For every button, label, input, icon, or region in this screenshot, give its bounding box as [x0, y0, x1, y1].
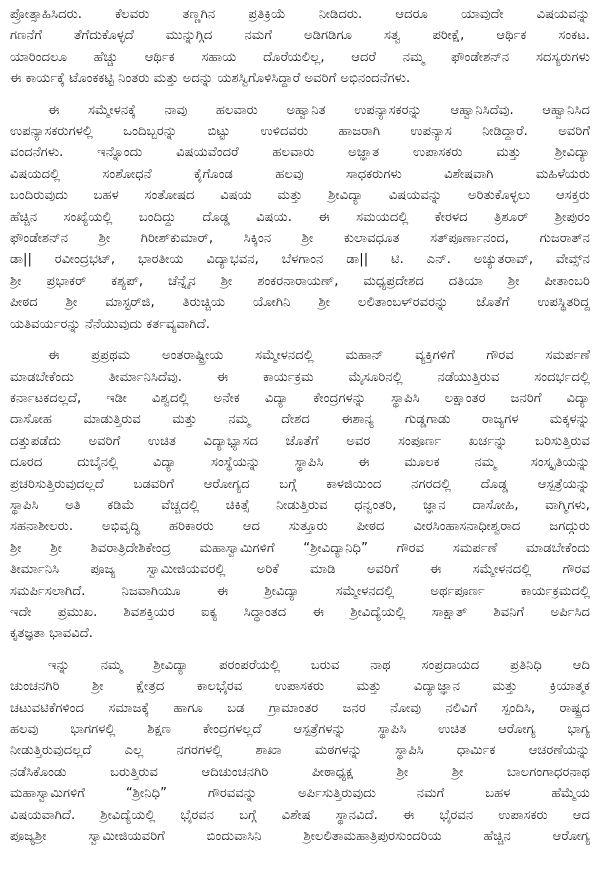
text-line: ಫೌಂಡೇಶನ್‌ನ ಶ್ರೀ ಗಿರೀಶ್‌ಕುಮಾರ್, ಸಿಕ್ಕಿಂನ ಶ್ರೀ ಕುಲಾವಧೂತ ಸತ್‌ಪೂರ್ಣಾನಂದ, ಗುಜರಾತ್‌ನ [10, 231, 590, 247]
text-line: ಪ್ರೋತ್ಸಾಹಿಸಿದರು. ಕೆಲವರು ತಣ್ಣಗಿನ ಪ್ರತಿಕ್ರಿಯೆ ನೀಡಿದರು. ಆದರೂ ಯಾವುದೇ ವಿಷಯವನ್ನು [10, 7, 590, 22]
text-line: ಸಮರ್ಪಿಸಲಾಗಿದೆ. ನಿಜವಾಗಿಯೂ ಈ ಶ್ರೀವಿದ್ಯಾ ಸಮ್ಮೇಳನದಲ್ಲಿ ಅರ್ಥಪೂರ್ಣ ಕಾರ್ಯಕ್ರಮದಲ್ಲಿ [10, 583, 590, 599]
text-line: ಶ್ರೀ ಪ್ರಭಾಕರ್ ಕಶ್ಯಪ್, ಚೆನ್ನೈನ ಶ್ರೀ ಶಂಕರನಾರಾಯಣ್, ಮಧ್ಯಪ್ರದೇಶದ ದತಿಯಾ ಶ್ರೀ ಪೀತಾಂಬರಿ [10, 273, 590, 289]
text-line: ಯಾರಿಂದಲೂ ಹೆಚ್ಚು ಆರ್ಥಿಕ ಸಹಾಯ ದೊರೆಯಲಿಲ್ಲ, ಆದರೆ ನಮ್ಮ ಫೌಂಡೇಶನ್‌ನ ಸದಸ್ಯರುಗಳು [10, 49, 590, 65]
text-line: ವಿಷಯದಲ್ಲಿ ಸಂಶೋಧನೆ ಕೈಗೊಂಡ ಹಲವು ಸಾಧಕರುಗಳು ವಿಶೇಷವಾಗಿ ಮಹಿಳೆಯರು [10, 166, 590, 182]
text-line: ದತ್ತುಪಡೆದು ಅವರಿಗೆ ಉಚಿತ ವಿದ್ಯಾಭ್ಯಾಸದ ಜೊತೆಗೆ ಅವರ ಸಂಪೂರ್ಣ ಖರ್ಚನ್ನು ಬರಿಸುತ್ತಿರುವ [10, 433, 590, 449]
paragraph-3 [10, 345, 590, 645]
text-line: ಯತಿವರ್ಯರನ್ನು ನೆನೆಯುವುದು ಕರ್ತವ್ಯವಾಗಿದೆ. [10, 316, 210, 332]
text-line: ಪೂಜ್ಯಶ್ರೀ ಸ್ವಾಮೀಜಿಯವರಿಗೆ ಬಿಂದುವಾಸಿನಿ ಶ್ರೀಲಲಿತಾಮಹಾತ್ರಿಪುರಸುಂದರಿಯ ಹೆಚ್ಚಿನ ಆರೋಗ್ಯ [10, 829, 590, 845]
text-line: ಸ್ಥಾಪಿಸಿ ಅತಿ ಕಡಿಮೆ ವೆಚ್ಚದಲ್ಲಿ ಚಿಕಿತ್ಸೆ ನೀಡುತ್ತಿರುವ ಧನ್ವಂತರಿ, ಜ್ಞಾನ ದಾಸೋಹಿ, ವಾಗ್ಮಿಗಳು, [10, 497, 590, 513]
text-line: ತೀರ್ಮಾನಿಸಿ ಪೂಜ್ಯ ಸ್ವಾಮೀಜಿಯವರಲ್ಲಿ ಅರಿಕೆ ಮಾಡಿ ಅವರಿಗೆ ಈ ಸಮ್ಮೇಳನದಲ್ಲಿ ಗೌರವ [10, 562, 590, 578]
text-line: ಸಹನಾಶೀಲರು. ಅಭಿವೃದ್ಧಿ ಹರಿಕಾರರು ಆದ ಸುತ್ತೂರು ಪೀಠದ ವೀರಸಿಂಹಾಸನಾಧೀಶ್ವರಾದ ಜಗದ್ಗುರು [10, 519, 590, 535]
text-line: ಮಾಡಬೇಕೆಂದು ತೀರ್ಮಾನಿಸಿದೆವು. ಈ ಕಾರ್ಯಕ್ರಮ ಮೈಸೂರಿನಲ್ಲಿ ನಡೆಯುತ್ತಿರುವ ಸಂದರ್ಭದಲ್ಲಿ [10, 369, 590, 385]
text-line: ಇದೇ ಪ್ರಮುಖ. ಶಿವಶಕ್ತಿಯರ ಐಕ್ಯ ಸಿದ್ಧಾಂತದ ಈ ಶ್ರೀವಿದ್ಯೆಯಲ್ಲಿ ಸಾಕ್ಷಾತ್ ಶಿವನಿಗೆ ಅರ್ಪಿಸಿದ [10, 604, 590, 620]
text-line: ಮಹಾಸ್ವಾಮಿಗಳಿಗೆ “ಶ್ರೀನಿಧಿ” ಗೌರವವನ್ನು ಅರ್ಪಿಸುತ್ತಿರುವುದು ನಮಗೆ ಬಹಳ ಹೆಮ್ಮೆಯ [10, 786, 590, 802]
text-line: ಕರ್ನಾಟಕದಲ್ಲದೆ, ಇಡೀ ವಿಶ್ವದಲ್ಲಿ ಅನೇಕ ವಿದ್ಯಾ ಕೇಂದ್ರಗಳನ್ನು ಸ್ಥಾಪಿಸಿ ಲಕ್ಷಾಂತರ ಜನರಿಗೆ ವಿದ್ಯಾ [10, 390, 590, 406]
text-line: ಚುಂಚನಗಿರಿ ಶ್ರೀ ಕ್ಷೇತ್ರದ ಕಾಲಭೈರವ ಉಪಾಸಕರು ಮತ್ತು ವಿದ್ಯಾಜ್ಞಾನ ಮತ್ತು ಕ್ರಿಯಾತ್ಮಕ [10, 679, 590, 695]
paragraph-2 [10, 100, 590, 335]
paragraph-4 [10, 655, 590, 848]
text-line: ದಾಸೋಹ ಮಾಡುತ್ತಿರುವ ಮತ್ತು ನಮ್ಮ ದೇಶದ ಈಶಾನ್ಯ ಗುಡ್ಡಗಾಡು ರಾಜ್ಯಗಳ ಮಕ್ಕಳನ್ನು [10, 412, 590, 428]
text-line: ಉಪನ್ಯಾಸಕರುಗಳಲ್ಲಿ ಒಂದಿಬ್ಬರನ್ನು ಬಿಟ್ಟು ಉಳಿದವರು ಹಾಜರಾಗಿ ಉಪನ್ಯಾಸ ನೀಡಿದ್ದಾರೆ. ಅವರಿಗೆ [10, 124, 590, 140]
text-line: ವಿಷಯವಾಗಿದೆ. ಶ್ರೀವಿದ್ಯೆಯಲ್ಲಿ ಭೈರವನ ಬಗ್ಗೆ ವಿಶೇಷ ಸ್ಥಾನವಿದೆ. ಈ ಭೈರವನ ಉಪಾಸಕರು ಆದ [10, 807, 590, 823]
text-line: ನೀಡುತ್ತಿರುವುದಲ್ಲದೆ ಎಲ್ಲ ನಗರಗಳಲ್ಲಿ ಶಾಖಾ ಮಠಗಳನ್ನು ಸ್ಥಾಪಿಸಿ ಧಾರ್ಮಿಕ ಆಚರಣೆಯನ್ನು [10, 743, 590, 759]
text-line: ಬಂದಿರುವುದು ಬಹಳ ಸಂತೋಷದ ವಿಷಯ ಮತ್ತು ಶ್ರೀವಿದ್ಯಾ ವಿಷಯವನ್ನು ಅರಿತುಕೊಳ್ಳಲು ಆಸಕ್ತರು [10, 188, 590, 204]
text-line: ಪೀಠದ ಶ್ರೀ ಮಾಸ್ಟರ್‌ಜಿ, ತಿರುಚ್ಚಿಯ ಯೋಗಿನಿ ಶ್ರೀ ಲಲಿತಾಂಬಳ್‌ರವರನ್ನು ಜೊತೆಗೆ ಉಪಸ್ಥಿತರಿದ್ದ [10, 295, 590, 311]
text-line: ವಂದನೆಗಳು. ಇನ್ನೊಂದು ವಿಷಯವೆಂದರೆ ಹಲವಾರು ಅಜ್ಞಾತ ಉಪಾಸಕರು ಮತ್ತು ಶ್ರೀವಿದ್ಯಾ [10, 145, 590, 161]
text-line: ಈ ಕಾರ್ಯಕ್ಕೆ ಟೊಂಕಕಟ್ಟಿ ನಿಂತರು ಮತ್ತು ಅದನ್ನು ಯಶಸ್ವಿಗೊಳಿಸಿದ್ದಾರೆ ಅವರಿಗೆ ಅಭಿನಂದನೆಗಳು. [10, 71, 411, 87]
text-line: ಚಟುವಟಿಕೆಗಳಿಂದ ಸಮಾಜಕ್ಕೆ ಹಾಗೂ ಬಡ ಗ್ರಾಮಾಂತರ ಜನರ ನೋವು ನಲಿವಿಗೆ ಸ್ಪಂದಿಸಿ, ರಾಷ್ಟ್ರದ [10, 700, 590, 716]
text-line: ಈ ಸಮ್ಮೇಳನಕ್ಕೆ ನಾವು ಹಲವಾರು ಅಹ್ವಾನಿತ ಉಪನ್ಯಾಸಕರನ್ನು ಆಹ್ವಾನಿಸಿದೆವು. ಆಹ್ವಾನಿಸಿದ [48, 102, 590, 118]
text-line: ನಡೆಸಿಕೊಂಡು ಬರುತ್ತಿರುವ ಆದಿಚುಂಚನಗಿರಿ ಪೀಠಾಧ್ಯಕ್ಷ ಶ್ರೀ ಶ್ರೀ ಬಾಲಗಂಗಾಧರನಾಥ [10, 764, 590, 780]
text-line: ಹಲವು ಭಾಗಗಳಲ್ಲಿ ಶಿಕ್ಷಣ ಕೇಂದ್ರಗಳಲ್ಲದೆ ಆಸ್ಪತ್ರೆಗಳನ್ನು ಸ್ಥಾಪಿಸಿ ಉಚಿತ ಆರೋಗ್ಯ ಭಾಗ್ಯ [10, 722, 590, 737]
text-line: ಹೆಚ್ಚಿನ ಸಂಖ್ಯೆಯಲ್ಲಿ ಬಂದಿದ್ದು ದೊಡ್ಡ ವಿಷಯ. ಈ ಸಮಯದಲ್ಲಿ ಕೇರಳದ ತ್ರಿಶೂರ್ ಶ್ರೀಪುರಂ [10, 209, 590, 225]
text-line: ಈ ಪ್ರಪ್ರಥಮ ಅಂತರಾಷ್ಟ್ರೀಯ ಸಮ್ಮೇಳನದಲ್ಲಿ ಮಹಾನ್ ವ್ಯಕ್ತಿಗಳಿಗೆ ಗೌರವ ಸಮರ್ಪಣೆ [48, 348, 590, 364]
text-line: ಇನ್ನು ನಮ್ಮ ಶ್ರೀವಿದ್ಯಾ ಪರಂಪರೆಯಲ್ಲಿ ಬರುವ ನಾಥ ಸಂಪ್ರದಾಯದ ಪ್ರತಿನಿಧಿ ಆದಿ [48, 657, 590, 673]
paragraph-1 [10, 4, 590, 90]
text-line: ಶ್ರೀ ಶ್ರೀ ಶಿವರಾತ್ರಿದೇಶಿಕೇಂದ್ರ ಮಹಾಸ್ವಾಮಿಗಳಿಗೆ “ಶ್ರೀವಿದ್ಯಾನಿಧಿ” ಗೌರವ ಸಮರ್ಪಣೆ ಮಾಡಬೇಕೆಂದು [10, 540, 590, 556]
text-line: ದೂರದ ದುಬೈನಲ್ಲಿ ವಿದ್ಯಾ ಸಂಸ್ಥೆಯನ್ನು ಸ್ಥಾಪಿಸಿ ಈ ಮೂಲಕ ನಮ್ಮ ಸಂಸ್ಕೃತಿಯನ್ನು [10, 455, 590, 471]
text-line: ಪ್ರಚರಿಸುತ್ತಿರುವುದಲ್ಲದೆ ಬಡವರಿಗೆ ಆರೋಗ್ಯದ ಬಗ್ಗೆ ಕಾಳಜಿಯಿಂದ ನಗರದಲ್ಲಿ ದೊಡ್ಡ ಆಸ್ಪತ್ರೆಯನ್ನು [10, 476, 590, 492]
text-line: ಗಣನೆಗೆ ತೆಗೆದುಕೊಳ್ಳದೆ ಮುನ್ನುಗ್ಗಿದ ನಮಗೆ ಅಡಿಗಡಿಗೂ ಸತ್ವ ಪರೀಕ್ಷೆ, ಆರ್ಥಿಕ ಸಂಕಟ. [10, 28, 590, 44]
text-line: ಡಾ|| ರವೀಂದ್ರಭಟ್, ಭಾರತೀಯ ವಿದ್ಯಾಭವನ, ಬೆಳಗಾಂನ ಡಾ|| ಟಿ. ಎನ್. ಅಚ್ಯುತರಾವ್, ವೇವ್ಸ್‌ನ [10, 252, 590, 268]
text-line: ಕೃತಜ್ಞತಾ ಭಾವವಿದೆ. [10, 626, 93, 642]
